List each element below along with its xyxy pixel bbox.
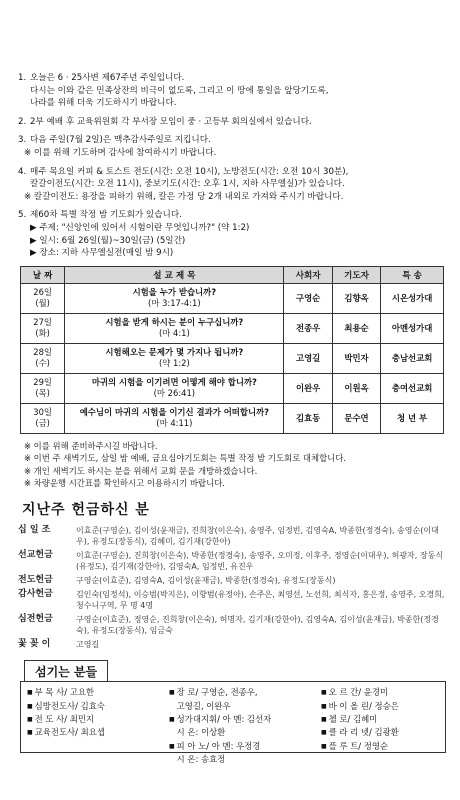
server-text: 플 루 트/ 정영순	[328, 740, 389, 751]
date-day: 28일	[33, 347, 52, 358]
server-entry	[27, 726, 105, 739]
offering-row	[18, 614, 446, 636]
col-song: 특 송	[381, 266, 444, 283]
announcement-line: 오늘은 6 · 25사변 제67주년 주일입니다.	[30, 73, 185, 83]
announcement-number: 1.	[18, 73, 27, 83]
offering-label: 감사헌금	[18, 589, 53, 600]
col-prayer: 기도자	[332, 266, 380, 283]
prayer-name: 이원옥	[332, 373, 380, 403]
offering-row	[18, 525, 446, 547]
square-bullet-icon: ■	[321, 729, 327, 737]
offering-row	[18, 639, 446, 650]
announcement-line: 2부 예배 후 교육위원회 각 부서장 모임이 중 · 고등부 회의실에서 있습니다.	[30, 116, 312, 127]
offering-names: 김인숙(임정석), 이승범(박지은), 이향범(유정아), 손주은, 최영선, 노선희, 최식자, 홍은정, 송영주, 오경희, 청수니구역, 무 명 4명	[76, 590, 445, 611]
host-name: 이완우	[284, 373, 332, 403]
server-text: 오 르 간/ 윤경미	[328, 687, 389, 698]
square-bullet-icon: ■	[27, 689, 33, 697]
col-date: 날 짜	[21, 266, 65, 283]
bulletin-page	[18, 72, 446, 765]
server-text: 성가대지휘/ 아 멘: 김선자	[176, 714, 272, 725]
server-text: 장 로/ 구영순, 전종우,	[176, 687, 258, 698]
special-song: 청 년 부	[381, 403, 444, 433]
offering-names: 이효준(구영순), 진희창(이은숙), 박종한(정경숙), 송영주, 오미정, 이후주, 정영순(이대우), 허광자, 장동식(유정도), 김기재(강한아), 김영숙A, 임정빈, 유진우	[76, 551, 444, 572]
date-weekday: (목)	[35, 388, 50, 399]
date-day: 30일	[33, 407, 52, 418]
announcement-number: 2.	[18, 116, 27, 127]
offering-label: 꽃 꽂 이	[18, 639, 51, 650]
servers-box	[20, 681, 446, 765]
schedule-date	[21, 343, 65, 373]
date-weekday: (금)	[35, 418, 50, 429]
note: ※ 차량운행 시간표를 확인하시고 이용하시기 바랍니다.	[24, 477, 225, 488]
prayer-meeting-schedule	[20, 266, 444, 434]
sermon-ref: (마 3:17-4:1)	[148, 298, 201, 309]
announcement-item	[18, 209, 446, 259]
offering-names: 고영길	[76, 640, 100, 650]
schedule-date	[21, 403, 65, 433]
square-bullet-icon: ■	[321, 689, 327, 697]
special-song: 시온성가대	[381, 283, 444, 313]
sermon-title: 시험을 받게 하시는 분이 누구십니까?	[105, 317, 244, 328]
server-text: 심방전도사/ 김효숙	[34, 700, 105, 711]
sermon-ref: (약 1:2)	[158, 358, 190, 369]
square-bullet-icon: ■	[321, 715, 327, 723]
server-text: 교육전도사/ 최요셉	[34, 727, 105, 738]
sermon-title: 시험을 누가 받습니까?	[132, 287, 217, 298]
announcement-number: 3.	[18, 135, 27, 146]
prayer-name: 박민자	[332, 343, 380, 373]
sermon-ref: (마 26:41)	[153, 388, 196, 399]
server-text: 시 온: 송효정	[176, 754, 226, 765]
host-name: 김효동	[284, 403, 332, 433]
square-bullet-icon: ■	[27, 702, 33, 710]
announcement-note: ※ 칼갈이전도: 용장을 피하기 위해, 칼은 가정 당 2개 내외로 가져와 주시기 바랍니다.	[24, 191, 344, 202]
server-entry	[169, 686, 271, 699]
schedule-date	[21, 313, 65, 343]
servers-col-1	[27, 686, 105, 739]
date-day: 27일	[33, 317, 52, 328]
server-text: 시 온: 이상환	[176, 727, 226, 738]
server-text: 클 라 리 넷/ 김광환	[328, 727, 399, 738]
square-bullet-icon: ■	[321, 702, 327, 710]
square-bullet-icon: ■	[27, 729, 33, 737]
announcement-bullet: ▶ 일시: 6월 26일(월)~30일(금) (5일간)	[30, 235, 186, 246]
server-text: 바 이 올 린/ 정승은	[328, 700, 399, 711]
announcement-item	[18, 134, 446, 159]
announcement-line: 제60차 특별 작정 밤 기도회가 있습니다.	[30, 210, 182, 221]
offerings-title: 지난주 헌금하신 분	[22, 502, 150, 519]
square-bullet-icon: ■	[169, 742, 175, 750]
server-text: 전 도 사/ 최민지	[34, 714, 95, 725]
server-text: 고영길, 이완우	[176, 700, 231, 711]
servers-title: 섬기는 분들	[24, 660, 108, 682]
date-weekday: (수)	[35, 358, 50, 369]
sermon-ref: (마 4:1)	[158, 328, 190, 339]
server-text: 첼 로/ 김혜미	[328, 714, 378, 725]
sermon-title-cell	[65, 403, 284, 433]
special-song: 아멘성가대	[381, 313, 444, 343]
date-weekday: (월)	[35, 298, 50, 309]
square-bullet-icon: ■	[27, 715, 33, 723]
server-entry	[169, 726, 271, 739]
sermon-title: 예수님이 마귀의 시험을 이기신 결과가 어떠합니까?	[79, 407, 270, 418]
col-title: 설 교 제 목	[65, 266, 284, 283]
schedule-row	[21, 283, 444, 313]
announcement-item	[18, 72, 446, 110]
prayer-name: 김향옥	[332, 283, 380, 313]
schedule-row	[21, 403, 444, 433]
offering-row	[18, 550, 446, 572]
servers-col-2	[169, 686, 271, 766]
server-entry	[321, 726, 399, 739]
offering-label: 십 일 조	[18, 525, 51, 536]
sermon-title: 마귀의 시험을 이기려면 어떻게 해야 합니까?	[91, 377, 257, 388]
prayer-name: 최용순	[332, 313, 380, 343]
schedule-date	[21, 373, 65, 403]
server-entry	[321, 700, 399, 713]
host-name: 전종우	[284, 313, 332, 343]
date-day: 29일	[33, 377, 52, 388]
sermon-title-cell	[65, 343, 284, 373]
note: ※ 이를 위해 준비하주시길 바랍니다.	[24, 440, 158, 451]
offering-label: 전도헌금	[18, 575, 53, 586]
server-text: 부 목 사/ 고요한	[34, 687, 95, 698]
announcement-item	[18, 166, 446, 204]
server-entry	[27, 700, 105, 713]
sermon-title-cell	[65, 283, 284, 313]
schedule-notes	[18, 440, 446, 490]
announcement-bullet: ▶ 장소: 지하 사무엘실전(매일 밤 9시)	[30, 248, 174, 259]
note: ※ 개인 새벽기도 하시는 분을 위해서 교회 문을 개방하겠습니다.	[24, 465, 258, 476]
offering-row	[18, 575, 446, 586]
offering-row	[18, 589, 446, 611]
date-weekday: (화)	[35, 328, 50, 339]
offering-names: 이효준(구영순), 김이성(윤재금), 진희창(이은숙), 송영주, 임정빈, 김영숙A, 박종한(정경숙), 송영순(이대우), 유정도(장동식), 김혜미, 김기재(강한아)	[76, 526, 439, 547]
schedule-row	[21, 313, 444, 343]
offering-names: 구영순(이효준), 정영순, 진희창(이은숙), 허명자, 김기재(강한아), 김영숙A, 김이성(윤재금), 박종한(정경숙), 유정도(장동식), 임금숙	[76, 615, 439, 636]
col-host: 사회자	[284, 266, 332, 283]
special-song: 충남선교회	[381, 343, 444, 373]
announcement-note: ※ 이를 위해 기도하며 감사에 참여하시기 바랍니다.	[24, 147, 217, 158]
offering-label: 심전헌금	[18, 614, 53, 625]
announcement-line: 다시는 이와 같은 민족상잔의 비극이 없도록, 그리고 이 땅에 통일을 앞당기도록,	[30, 85, 329, 96]
host-name: 구영순	[284, 283, 332, 313]
server-entry	[169, 753, 271, 766]
square-bullet-icon: ■	[169, 715, 175, 723]
sermon-title-cell	[65, 373, 284, 403]
offering-names: 구영순(이효준), 김영숙A, 김이성(윤재금), 박종한(정경숙), 유정도(장동식)	[76, 576, 336, 586]
square-bullet-icon: ■	[321, 742, 327, 750]
sermon-title-cell	[65, 313, 284, 343]
date-day: 26일	[33, 287, 52, 298]
square-bullet-icon: ■	[169, 689, 175, 697]
server-entry	[321, 740, 399, 753]
schedule-row	[21, 373, 444, 403]
server-entry	[321, 686, 399, 699]
sermon-ref: (마 4:11)	[156, 418, 193, 429]
servers-col-3	[321, 686, 399, 753]
host-name: 고영길	[284, 343, 332, 373]
announcement-line: 나라를 위해 더욱 기도하시기 바랍니다.	[30, 98, 177, 109]
special-song: 충여선교회	[381, 373, 444, 403]
note: ※ 이번 주 새벽기도, 삼일 밤 예배, 금요심야기도회는 특별 작정 밤 기도회로 대체합니다.	[24, 453, 347, 464]
server-entry	[169, 713, 271, 726]
offering-label: 선교헌금	[18, 550, 53, 561]
announcement-line: 다음 주일(7월 2일)은 맥추감사주일로 지킵니다.	[30, 135, 211, 146]
prayer-name: 문수연	[332, 403, 380, 433]
server-entry	[27, 713, 105, 726]
server-entry	[321, 713, 399, 726]
server-entry	[27, 686, 105, 699]
offerings-list	[18, 525, 446, 650]
announcements	[18, 72, 446, 260]
schedule-row	[21, 343, 444, 373]
server-entry	[169, 700, 271, 713]
announcement-bullet: ▶ 주제: "신앙인에 있어서 시험이란 무엇입니까?" (약 1:2)	[30, 222, 250, 233]
announcement-number: 4.	[18, 166, 27, 177]
server-entry	[169, 740, 271, 753]
announcement-number: 5.	[18, 210, 27, 221]
server-text: 피 아 노/ 아 멘: 우정경	[176, 740, 261, 751]
announcement-line: 칼갈이전도(시간: 오전 11시), 중보기도(시간: 오후 1시, 지하 사무엘실)가 있습니다.	[30, 179, 345, 190]
schedule-date	[21, 283, 65, 313]
sermon-title: 시험해오는 문제가 몇 가지나 됩니까?	[105, 347, 244, 358]
announcement-line: 매주 목요일 커피 & 토스트 전도(시간: 오전 10시), 노방전도(시간: 오전 10시 30분),	[30, 166, 349, 177]
announcement-item	[18, 116, 446, 129]
